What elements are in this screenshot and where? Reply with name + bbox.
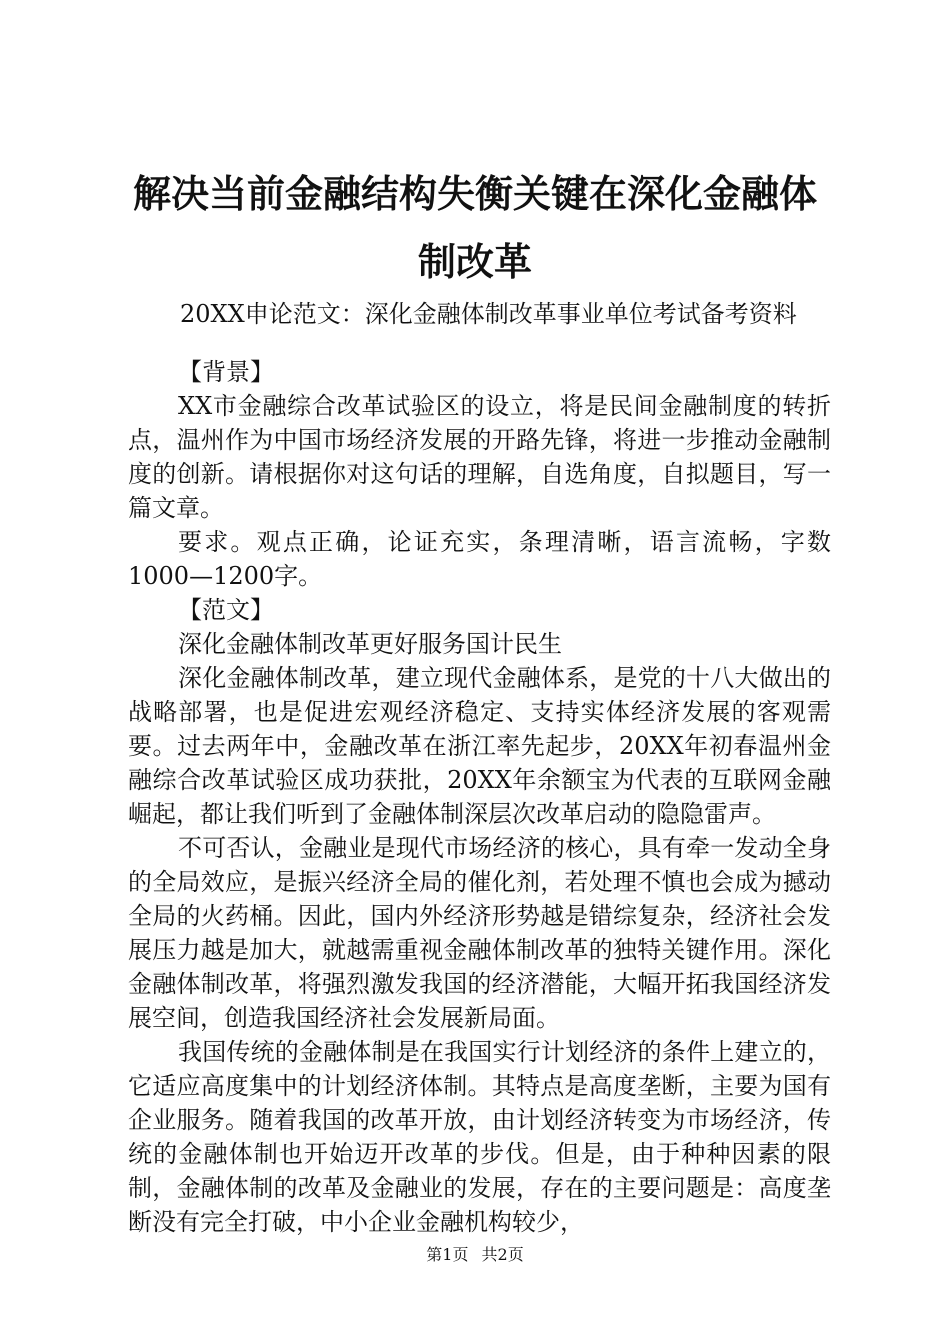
paragraph: 我国传统的金融体制是在我国实行计划经济的条件上建立的，它适应高度集中的计划经济体制。其特点是高度垄断，主要为国有企业服务。随着我国的改革开放，由计划经济转变为市场经济，传统的金融体制也开始迈开改革的步伐。但是，由于种种因素的限制，金融体制的改革及金融业的发展，存在的主要问题是：高度垄断没有完全打破，中小企业金融机构较少， xyxy=(128,1038,831,1236)
document-subtitle: 20XX申论范文：深化金融体制改革事业单位考试备考资料 xyxy=(180,300,797,328)
page-footer xyxy=(0,1244,950,1266)
paragraph: 不可否认，金融业是现代市场经济的核心，具有牵一发动全身的全局效应，是振兴经济全局的催化剂，若处理不慎也会成为撼动全局的火药桶。因此，国内外经济形势越是错综复杂，经济社会发展压力越是加大，就越需重视金融体制改革的独特关键作用。深化金融体制改革，将强烈激发我国的经济潜能，大幅开拓我国经济发展空间，创造我国经济社会发展新局面。 xyxy=(128,834,831,1032)
document-body xyxy=(128,355,831,1239)
essay-title: 深化金融体制改革更好服务国计民生 xyxy=(178,630,562,658)
document-title: 解决当前金融结构失衡关键在深化金融体制改革 xyxy=(132,171,817,284)
section-heading-background: 【背景】 xyxy=(178,358,274,386)
page-total: 共2页 xyxy=(481,1245,524,1264)
paragraph: 要求。观点正确，论证充实，条理清晰，语言流畅，字数1000—1200字。 xyxy=(128,528,831,590)
paragraph: XX市金融综合改革试验区的设立，将是民间金融制度的转折点，温州作为中国市场经济发展的开路先锋，将进一步推动金融制度的创新。请根据你对这句话的理解，自选角度，自拟题目，写一篇文章。 xyxy=(128,392,831,522)
page-number: 第1页 xyxy=(426,1245,469,1264)
paragraph: 深化金融体制改革，建立现代金融体系，是党的十八大做出的战略部署，也是促进宏观经济稳定、支持实体经济发展的客观需要。过去两年中，金融改革在浙江率先起步，20XX年初春温州金融综合改革试验区成功获批，20XX年余额宝为代表的互联网金融崛起，都让我们听到了金融体制深层次改革启动的隐隐雷声。 xyxy=(128,664,831,828)
section-heading-essay: 【范文】 xyxy=(178,596,274,624)
